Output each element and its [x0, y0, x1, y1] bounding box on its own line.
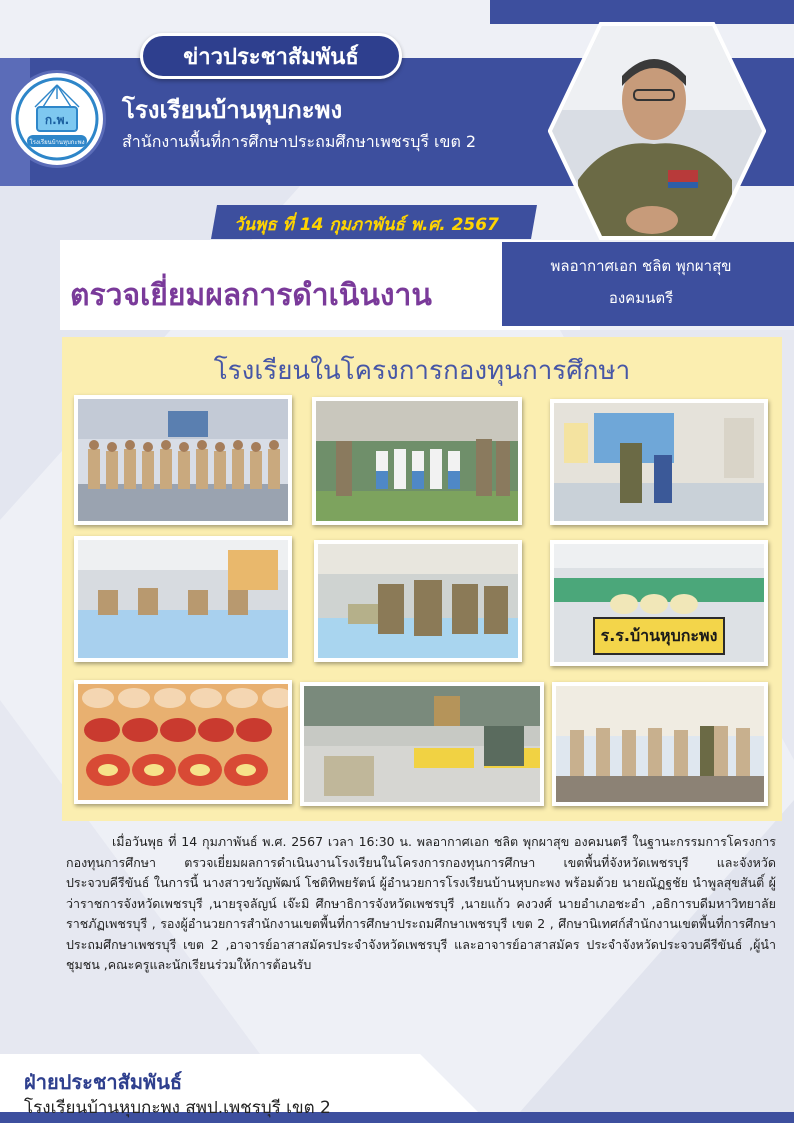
gallery-photo: [74, 680, 292, 804]
school-name: โรงเรียนบ้านหุบกะพง: [122, 96, 343, 124]
gallery-title: โรงเรียนในโครงการกองทุนการศึกษา: [213, 356, 631, 386]
school-sign-text: ร.ร.บ้านหุบกะพง: [600, 626, 718, 645]
news-body-text: เมื่อวันพุธ ที่ 14 กุมภาพันธ์ พ.ศ. 2567 เวลา 16:30 น. พลอากาศเอก ชลิต พุกผาสุข องคมนตรี ในฐานะกรรมการโครงการกองทุนการศึกษา ตรวจเยี่ยมผลการดำเนินงานโรงเรียนในโครงการกองทุนการศึกษา เขตพื้นที่จังหวัดเพชรบุรี และจังหวัดประจวบคีรีขันธ์ ในการนี้ นางสาวขวัญพัฒน์ โชติทิพยรัตน์ ผู้อำนวยการโรงเรียนบ้านหุบกะพง พร้อมด้วย นายณัฏฐชัย นำพูลสุขสันติ์ ผู้ว่าราชการจังหวัดเพชรบุรี ,นายรุจลัญน์ เจ๊ะมิ ศึกษาธิการจังหวัดเพชรบุรี ,นายแก้ว คงวงศ์ นายอำเภอชะอำ ,อธิการบดีมหาวิทยาลัยราชภัฏเพชรบุรี , รองผู้อำนวยการสำนักงานเขตพื้นที่การศึกษาประถมศึกษาเพชรบุรี เขต 2 , ศึกษานิเทศก์สำนักงานเขตพื้นที่การศึกษาประถมศึกษาเพชรบุรี เขต 2 ,อาจารย์อาสาสมัครประจำจังหวัดเพชรบุรี และอาจารย์อาสาสมัคร ประจำจังหวัดประจวบคีรีขันธ์ ,ผู้นำชุมชน ,คณะครูและนักเรียนร่วมให้การต้อนรับ: [66, 834, 776, 972]
headline: ตรวจเยี่ยมผลการดำเนินงาน: [70, 278, 432, 313]
school-logo-icon: [8, 70, 106, 168]
news-date: วันพุธ ที่ 14 กุมภาพันธ์ พ.ศ. 2567: [234, 215, 499, 235]
gallery-photo: [314, 540, 522, 662]
portrait-photo: [548, 20, 766, 242]
gallery-photo: [74, 395, 292, 525]
gallery-photo: [74, 536, 292, 662]
office-name: สำนักงานพื้นที่การศึกษาประถมศึกษาเพชรบุรี เขต 2: [122, 132, 477, 151]
gallery-photo: [552, 682, 768, 806]
gallery-photo: [550, 540, 768, 666]
gallery-photo: [550, 399, 768, 525]
footer-decoration: [360, 1054, 480, 1114]
gallery-photo: [312, 397, 522, 525]
person-title: องคมนตรี: [608, 289, 674, 307]
person-name: พลอากาศเอก ชลิต พุกผาสุข: [550, 257, 732, 275]
logo-caption: โรงเรียนบ้านหุบกะพง: [29, 139, 85, 146]
gallery-photo: [300, 682, 544, 806]
footer-department: ฝ่ายประชาสัมพันธ์: [24, 1070, 183, 1094]
svg-text:ก.พ.: ก.พ.: [44, 113, 70, 127]
footer-school: โรงเรียนบ้านหุบกะพง สพป.เพชรบุรี เขต 2: [24, 1098, 331, 1118]
news-pill-label: ข่าวประชาสัมพันธ์: [140, 33, 402, 79]
